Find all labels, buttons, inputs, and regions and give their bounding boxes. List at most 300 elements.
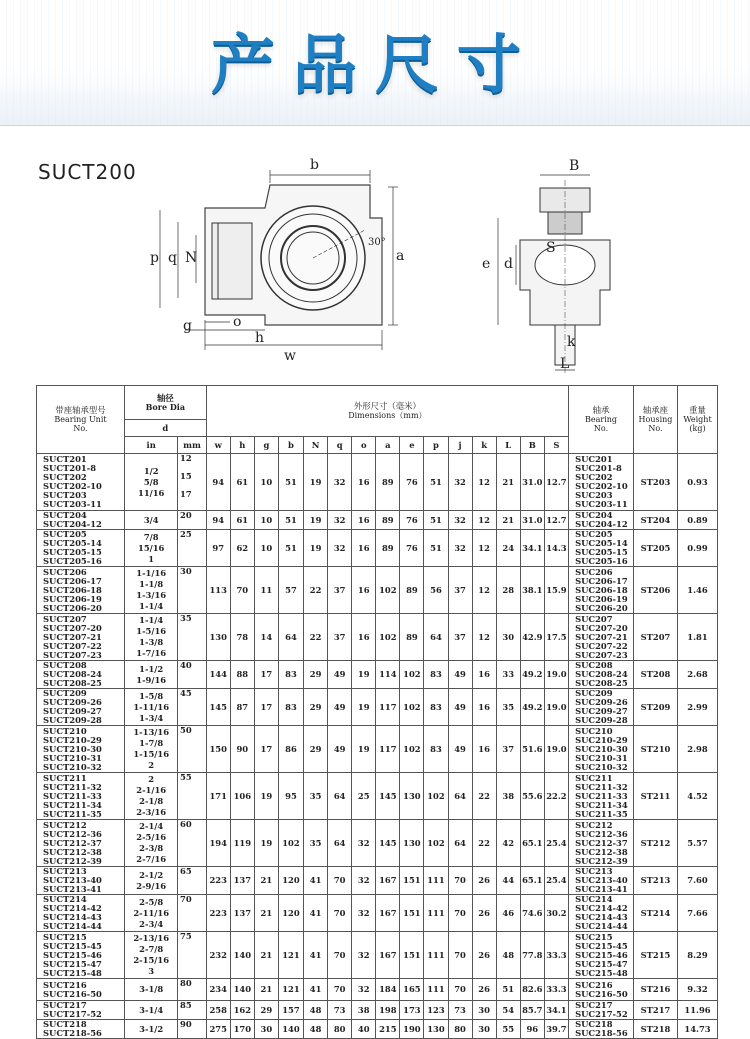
inch-cell bbox=[124, 932, 177, 979]
inch-value: 1 bbox=[148, 553, 155, 564]
col-header-dim-e: e bbox=[400, 437, 424, 454]
dim-cell-q: 49 bbox=[328, 726, 352, 773]
dim-cell-S: 22.2 bbox=[544, 773, 568, 820]
inch-value: 2-1/16 bbox=[136, 785, 167, 795]
table-row bbox=[37, 511, 718, 530]
dim-cell-a: 184 bbox=[376, 979, 400, 1001]
dim-label-b: b bbox=[310, 157, 319, 173]
col-header-dim-B: B bbox=[520, 437, 544, 454]
mm-value: 70 bbox=[180, 894, 192, 904]
table-row bbox=[37, 867, 718, 895]
unit-cell bbox=[37, 567, 125, 614]
dim-cell-S: 33.3 bbox=[544, 932, 568, 979]
dim-cell-g: 10 bbox=[254, 511, 278, 530]
mm-cell bbox=[178, 932, 206, 979]
bearing-no: SUC212-39 bbox=[575, 855, 628, 866]
dim-cell-L: 51 bbox=[496, 979, 520, 1001]
col-header-dim-j: j bbox=[448, 437, 472, 454]
unit-no: SUCT209-26 bbox=[43, 697, 102, 707]
dim-cell-p: 123 bbox=[424, 1001, 448, 1020]
unit-no: SUCT201-8 bbox=[43, 463, 97, 473]
inch-value: 2-7/16 bbox=[136, 854, 167, 864]
dim-cell-a: 89 bbox=[376, 454, 400, 511]
unit-no: SUCT202-10 bbox=[43, 481, 102, 491]
dim-cell-L: 46 bbox=[496, 895, 520, 932]
dim-cell-j: 37 bbox=[448, 614, 472, 661]
dim-label-L: L bbox=[560, 356, 570, 372]
mm-cell bbox=[178, 1001, 206, 1020]
bearing-cell bbox=[569, 932, 634, 979]
unit-cell bbox=[37, 932, 125, 979]
weight-cell: 2.99 bbox=[677, 689, 717, 726]
weight-cell: 1.46 bbox=[677, 567, 717, 614]
unit-no: SUCT209 bbox=[43, 688, 87, 698]
mm-cell bbox=[178, 979, 206, 1001]
inch-value: 3-1/2 bbox=[139, 1023, 164, 1034]
dim-cell-L: 37 bbox=[496, 726, 520, 773]
bearing-cell bbox=[569, 1001, 634, 1020]
dim-cell-j: 49 bbox=[448, 661, 472, 689]
dim-cell-o: 40 bbox=[352, 1020, 376, 1039]
inch-value: 1-7/16 bbox=[136, 648, 167, 658]
dim-cell-L: 28 bbox=[496, 567, 520, 614]
dim-label-k: k bbox=[567, 334, 576, 350]
dim-cell-S: 33.3 bbox=[544, 979, 568, 1001]
mm-value: 45 bbox=[180, 688, 192, 698]
dim-cell-b: 157 bbox=[278, 1001, 303, 1020]
mm-value: 40 bbox=[180, 660, 192, 670]
bearing-no: SUC201 bbox=[575, 454, 613, 464]
dim-cell-L: 48 bbox=[496, 932, 520, 979]
dim-cell-a: 102 bbox=[376, 567, 400, 614]
dim-cell-o: 38 bbox=[352, 1001, 376, 1020]
col-header-dim-o: o bbox=[352, 437, 376, 454]
dim-cell-p: 102 bbox=[424, 773, 448, 820]
dim-cell-g: 11 bbox=[254, 567, 278, 614]
dim-cell-h: 162 bbox=[230, 1001, 254, 1020]
weight-cell: 7.60 bbox=[677, 867, 717, 895]
col-header-dim-p: p bbox=[424, 437, 448, 454]
dim-label-q: q bbox=[168, 250, 177, 266]
dim-cell-q: 32 bbox=[328, 454, 352, 511]
dim-cell-S: 15.9 bbox=[544, 567, 568, 614]
dim-cell-q: 49 bbox=[328, 689, 352, 726]
dim-cell-g: 10 bbox=[254, 454, 278, 511]
inch-value: 2-3/4 bbox=[139, 918, 164, 929]
dim-label-p: p bbox=[150, 250, 159, 266]
dim-cell-S: 25.4 bbox=[544, 820, 568, 867]
mm-cell bbox=[178, 773, 206, 820]
dim-cell-k: 12 bbox=[472, 454, 496, 511]
dim-cell-a: 102 bbox=[376, 614, 400, 661]
dim-cell-e: 89 bbox=[400, 567, 424, 614]
col-header-dim-w: w bbox=[206, 437, 230, 454]
bearing-no: SUC203-11 bbox=[575, 499, 628, 509]
unit-no: SUCT210-30 bbox=[43, 743, 102, 754]
col-header-dim-k: k bbox=[472, 437, 496, 454]
dim-cell-S: 12.7 bbox=[544, 511, 568, 530]
bearing-no: SUC207-21 bbox=[575, 631, 628, 642]
unit-no: SUCT211-35 bbox=[43, 808, 102, 819]
inch-value: 1-1/2 bbox=[139, 663, 164, 674]
inch-value: 3-1/4 bbox=[139, 1004, 164, 1015]
unit-no: SUCT218-56 bbox=[43, 1028, 102, 1038]
unit-no: SUCT207-20 bbox=[43, 622, 102, 633]
bearing-no: SUC210-32 bbox=[575, 761, 628, 772]
dim-cell-B: 65.1 bbox=[520, 867, 544, 895]
unit-no: SUCT215-48 bbox=[43, 967, 102, 978]
dim-cell-p: 111 bbox=[424, 932, 448, 979]
bearing-no: SUC209-27 bbox=[575, 706, 628, 716]
dim-cell-h: 137 bbox=[230, 867, 254, 895]
page-title: 产品尺寸 bbox=[211, 28, 539, 103]
col-header-dim-b: b bbox=[278, 437, 303, 454]
bearing-no: SUC210-30 bbox=[575, 743, 628, 754]
mm-value: 20 bbox=[180, 510, 192, 520]
bearing-no: SUC209-28 bbox=[575, 715, 628, 725]
dim-cell-S: 19.0 bbox=[544, 689, 568, 726]
dim-cell-q: 37 bbox=[328, 614, 352, 661]
housing-cell: ST215 bbox=[634, 932, 678, 979]
bearing-cell bbox=[569, 979, 634, 1001]
unit-cell bbox=[37, 689, 125, 726]
bearing-no: SUC216 bbox=[575, 979, 613, 990]
mm-cell bbox=[178, 454, 206, 511]
weight-cell: 14.73 bbox=[677, 1020, 717, 1039]
dim-cell-q: 37 bbox=[328, 567, 352, 614]
dim-cell-k: 16 bbox=[472, 661, 496, 689]
inch-value: 1-15/16 bbox=[133, 749, 170, 759]
dim-cell-g: 21 bbox=[254, 932, 278, 979]
dim-label-w: w bbox=[284, 348, 296, 364]
dim-cell-B: 77.8 bbox=[520, 932, 544, 979]
dim-cell-j: 70 bbox=[448, 895, 472, 932]
dim-cell-g: 17 bbox=[254, 689, 278, 726]
unit-no: SUCT211-34 bbox=[43, 799, 102, 810]
dim-cell-h: 62 bbox=[230, 530, 254, 567]
mm-value: 12 bbox=[180, 453, 192, 463]
mm-value: 30 bbox=[180, 566, 192, 576]
dim-cell-k: 12 bbox=[472, 614, 496, 661]
dim-cell-a: 198 bbox=[376, 1001, 400, 1020]
unit-cell bbox=[37, 1001, 125, 1020]
dim-cell-b: 121 bbox=[278, 932, 303, 979]
bearing-cell bbox=[569, 661, 634, 689]
unit-no: SUCT204 bbox=[43, 510, 87, 520]
table-row bbox=[37, 689, 718, 726]
dim-cell-q: 32 bbox=[328, 511, 352, 530]
dim-cell-b: 51 bbox=[278, 454, 303, 511]
inch-value: 1-5/8 bbox=[139, 690, 164, 701]
col-header-in: in bbox=[124, 437, 177, 454]
dim-cell-g: 17 bbox=[254, 661, 278, 689]
unit-no: SUCT205-16 bbox=[43, 556, 102, 566]
col-header-dim-q: q bbox=[328, 437, 352, 454]
bearing-cell bbox=[569, 773, 634, 820]
unit-no: SUCT217 bbox=[43, 1000, 87, 1010]
dim-cell-j: 49 bbox=[448, 726, 472, 773]
dim-cell-w: 194 bbox=[206, 820, 230, 867]
dim-cell-h: 90 bbox=[230, 726, 254, 773]
dim-cell-p: 56 bbox=[424, 567, 448, 614]
dim-cell-j: 64 bbox=[448, 820, 472, 867]
dim-cell-b: 64 bbox=[278, 614, 303, 661]
inch-cell bbox=[124, 567, 177, 614]
dim-cell-a: 167 bbox=[376, 932, 400, 979]
unit-no: SUCT212-39 bbox=[43, 855, 102, 866]
dim-cell-L: 33 bbox=[496, 661, 520, 689]
inch-value: 2-1/2 bbox=[139, 869, 164, 880]
dim-cell-k: 26 bbox=[472, 867, 496, 895]
unit-no: SUCT205-15 bbox=[43, 547, 102, 557]
col-header-dim-g: g bbox=[254, 437, 278, 454]
weight-cell: 0.99 bbox=[677, 530, 717, 567]
dim-cell-k: 12 bbox=[472, 511, 496, 530]
dim-cell-k: 30 bbox=[472, 1020, 496, 1039]
dim-label-o: o bbox=[233, 314, 242, 330]
dim-cell-e: 190 bbox=[400, 1020, 424, 1039]
inch-value: 2 bbox=[148, 774, 155, 784]
table-row bbox=[37, 820, 718, 867]
inch-cell bbox=[124, 530, 177, 567]
bearing-no: SUC217 bbox=[575, 1000, 613, 1010]
mm-value: 35 bbox=[180, 613, 192, 623]
inch-value: 2-1/4 bbox=[139, 821, 164, 831]
bearing-no: SUC207 bbox=[575, 613, 613, 624]
dim-cell-o: 16 bbox=[352, 567, 376, 614]
unit-no: SUCT203-11 bbox=[43, 499, 102, 509]
col-header-bearing: 轴承 Bearing No. bbox=[569, 386, 634, 454]
bearing-cell bbox=[569, 820, 634, 867]
dim-cell-e: 151 bbox=[400, 895, 424, 932]
dim-cell-o: 16 bbox=[352, 614, 376, 661]
dim-cell-g: 19 bbox=[254, 820, 278, 867]
dim-cell-j: 32 bbox=[448, 454, 472, 511]
col-header-dim-L: L bbox=[496, 437, 520, 454]
bearing-no: SUC204 bbox=[575, 510, 613, 520]
dim-cell-o: 25 bbox=[352, 773, 376, 820]
housing-cell: ST216 bbox=[634, 979, 678, 1001]
dim-cell-w: 275 bbox=[206, 1020, 230, 1039]
dim-cell-p: 111 bbox=[424, 895, 448, 932]
inch-value: 1-5/16 bbox=[136, 626, 167, 636]
inch-cell bbox=[124, 867, 177, 895]
mm-cell bbox=[178, 689, 206, 726]
dim-cell-p: 51 bbox=[424, 530, 448, 567]
dim-cell-e: 173 bbox=[400, 1001, 424, 1020]
bearing-no: SUC211-33 bbox=[575, 790, 628, 801]
dim-cell-k: 26 bbox=[472, 895, 496, 932]
bearing-no: SUC215 bbox=[575, 931, 613, 942]
dim-cell-h: 140 bbox=[230, 932, 254, 979]
inch-cell bbox=[124, 511, 177, 530]
bearing-no: SUC211-32 bbox=[575, 781, 628, 792]
dim-cell-S: 19.0 bbox=[544, 661, 568, 689]
dim-cell-a: 117 bbox=[376, 689, 400, 726]
unit-no: SUCT210-32 bbox=[43, 761, 102, 772]
dim-cell-B: 96 bbox=[520, 1020, 544, 1039]
weight-cell: 8.29 bbox=[677, 932, 717, 979]
dim-cell-b: 120 bbox=[278, 895, 303, 932]
dim-cell-p: 130 bbox=[424, 1020, 448, 1039]
mm-cell bbox=[178, 511, 206, 530]
mm-value: 60 bbox=[180, 819, 192, 829]
bearing-no: SUC206-17 bbox=[575, 575, 628, 586]
housing-cell: ST208 bbox=[634, 661, 678, 689]
bearing-no: SUC208 bbox=[575, 660, 613, 670]
unit-no: SUCT207-23 bbox=[43, 649, 102, 660]
bearing-no: SUC201-8 bbox=[575, 463, 622, 473]
bearing-no: SUC212-38 bbox=[575, 846, 628, 857]
unit-no: SUCT206-20 bbox=[43, 602, 102, 613]
unit-no: SUCT205 bbox=[43, 529, 87, 539]
dim-cell-k: 12 bbox=[472, 530, 496, 567]
inch-value: 1-1/4 bbox=[139, 615, 164, 625]
bearing-no: SUC212-36 bbox=[575, 828, 628, 839]
dim-cell-o: 32 bbox=[352, 820, 376, 867]
unit-cell bbox=[37, 820, 125, 867]
dim-cell-N: 29 bbox=[304, 726, 328, 773]
inch-value: 2-1/8 bbox=[139, 796, 164, 806]
weight-cell: 1.81 bbox=[677, 614, 717, 661]
mm-value: 75 bbox=[180, 931, 192, 941]
dim-cell-N: 35 bbox=[304, 820, 328, 867]
dim-cell-q: 70 bbox=[328, 932, 352, 979]
inch-value: 7/8 bbox=[143, 531, 159, 542]
dim-cell-w: 232 bbox=[206, 932, 230, 979]
dim-cell-B: 74.6 bbox=[520, 895, 544, 932]
dim-cell-B: 31.0 bbox=[520, 511, 544, 530]
bearing-no: SUC214-44 bbox=[575, 921, 628, 931]
dim-cell-j: 49 bbox=[448, 689, 472, 726]
bearing-no: SUC205-15 bbox=[575, 547, 628, 557]
unit-cell bbox=[37, 511, 125, 530]
table-row bbox=[37, 614, 718, 661]
dim-cell-L: 55 bbox=[496, 1020, 520, 1039]
dim-cell-N: 41 bbox=[304, 979, 328, 1001]
unit-no: SUCT208-25 bbox=[43, 678, 102, 688]
dim-cell-e: 76 bbox=[400, 511, 424, 530]
dim-label-N: N bbox=[185, 250, 198, 266]
dim-cell-o: 32 bbox=[352, 932, 376, 979]
dim-cell-o: 16 bbox=[352, 530, 376, 567]
weight-cell: 11.96 bbox=[677, 1001, 717, 1020]
dim-cell-e: 130 bbox=[400, 820, 424, 867]
mm-cell bbox=[178, 614, 206, 661]
unit-no: SUCT215 bbox=[43, 931, 87, 942]
col-header-unit: 带座轴承型号 Bearing Unit No. bbox=[37, 386, 125, 454]
mm-value: 17 bbox=[180, 489, 192, 499]
bearing-no: SUC207-23 bbox=[575, 649, 628, 660]
mm-value: 50 bbox=[180, 725, 192, 735]
inch-value: 2-3/8 bbox=[139, 843, 164, 853]
unit-no: SUCT214-42 bbox=[43, 903, 102, 913]
dim-cell-e: 151 bbox=[400, 932, 424, 979]
dim-cell-w: 223 bbox=[206, 895, 230, 932]
bearing-no: SUC209 bbox=[575, 688, 613, 698]
dim-cell-j: 80 bbox=[448, 1020, 472, 1039]
unit-no: SUCT214 bbox=[43, 894, 87, 904]
dim-cell-B: 49.2 bbox=[520, 689, 544, 726]
bearing-no: SUC218 bbox=[575, 1019, 613, 1029]
dim-cell-L: 42 bbox=[496, 820, 520, 867]
dim-cell-j: 37 bbox=[448, 567, 472, 614]
table-row bbox=[37, 567, 718, 614]
dim-cell-o: 32 bbox=[352, 979, 376, 1001]
dim-cell-w: 130 bbox=[206, 614, 230, 661]
dim-cell-p: 51 bbox=[424, 454, 448, 511]
dim-label-g: g bbox=[183, 318, 192, 334]
weight-cell: 7.66 bbox=[677, 895, 717, 932]
unit-no: SUCT206-19 bbox=[43, 593, 102, 604]
mm-value: 55 bbox=[180, 772, 192, 782]
dim-label-angle: 30° bbox=[368, 237, 386, 248]
housing-cell: ST212 bbox=[634, 820, 678, 867]
dim-cell-g: 10 bbox=[254, 530, 278, 567]
bearing-no: SUC215-46 bbox=[575, 949, 628, 960]
dim-cell-e: 76 bbox=[400, 454, 424, 511]
dim-cell-q: 64 bbox=[328, 773, 352, 820]
dim-cell-e: 102 bbox=[400, 726, 424, 773]
unit-no: SUCT210-29 bbox=[43, 734, 102, 745]
dim-cell-e: 102 bbox=[400, 661, 424, 689]
inch-value: 5/8 bbox=[143, 476, 159, 487]
bearing-no: SUC215-45 bbox=[575, 940, 628, 951]
mm-cell bbox=[178, 567, 206, 614]
inch-value: 1-1/16 bbox=[136, 568, 167, 578]
dim-cell-h: 70 bbox=[230, 567, 254, 614]
unit-cell bbox=[37, 661, 125, 689]
mm-value: 25 bbox=[180, 529, 192, 539]
dim-cell-w: 171 bbox=[206, 773, 230, 820]
mm-value: 80 bbox=[180, 978, 192, 988]
unit-no: SUCT211 bbox=[43, 772, 87, 783]
housing-cell: ST204 bbox=[634, 511, 678, 530]
dim-label-B: B bbox=[569, 158, 580, 174]
unit-no: SUCT206 bbox=[43, 566, 87, 577]
inch-value: 2-7/8 bbox=[139, 944, 164, 954]
bearing-cell bbox=[569, 726, 634, 773]
weight-cell: 0.89 bbox=[677, 511, 717, 530]
dim-cell-j: 73 bbox=[448, 1001, 472, 1020]
unit-no: SUCT211-33 bbox=[43, 790, 102, 801]
inch-cell bbox=[124, 726, 177, 773]
dim-cell-N: 19 bbox=[304, 454, 328, 511]
dim-cell-N: 48 bbox=[304, 1020, 328, 1039]
dim-cell-w: 145 bbox=[206, 689, 230, 726]
dim-cell-a: 167 bbox=[376, 895, 400, 932]
bearing-no: SUC206-20 bbox=[575, 602, 628, 613]
inch-value: 1-9/16 bbox=[136, 674, 167, 685]
dim-cell-o: 16 bbox=[352, 454, 376, 511]
dim-cell-h: 78 bbox=[230, 614, 254, 661]
unit-cell bbox=[37, 773, 125, 820]
dim-cell-b: 102 bbox=[278, 820, 303, 867]
col-header-dim-h: h bbox=[230, 437, 254, 454]
mm-cell bbox=[178, 726, 206, 773]
unit-no: SUCT215-46 bbox=[43, 949, 102, 960]
dim-cell-S: 12.7 bbox=[544, 454, 568, 511]
col-header-mm: mm bbox=[178, 437, 206, 454]
dim-cell-N: 48 bbox=[304, 1001, 328, 1020]
dim-cell-N: 19 bbox=[304, 511, 328, 530]
dim-cell-k: 16 bbox=[472, 689, 496, 726]
dim-cell-e: 76 bbox=[400, 530, 424, 567]
dim-cell-k: 22 bbox=[472, 773, 496, 820]
col-header-dimensions: 外形尺寸（毫米） Dimensions（mm） bbox=[206, 386, 568, 437]
dim-cell-b: 121 bbox=[278, 979, 303, 1001]
technical-drawing bbox=[0, 150, 750, 380]
